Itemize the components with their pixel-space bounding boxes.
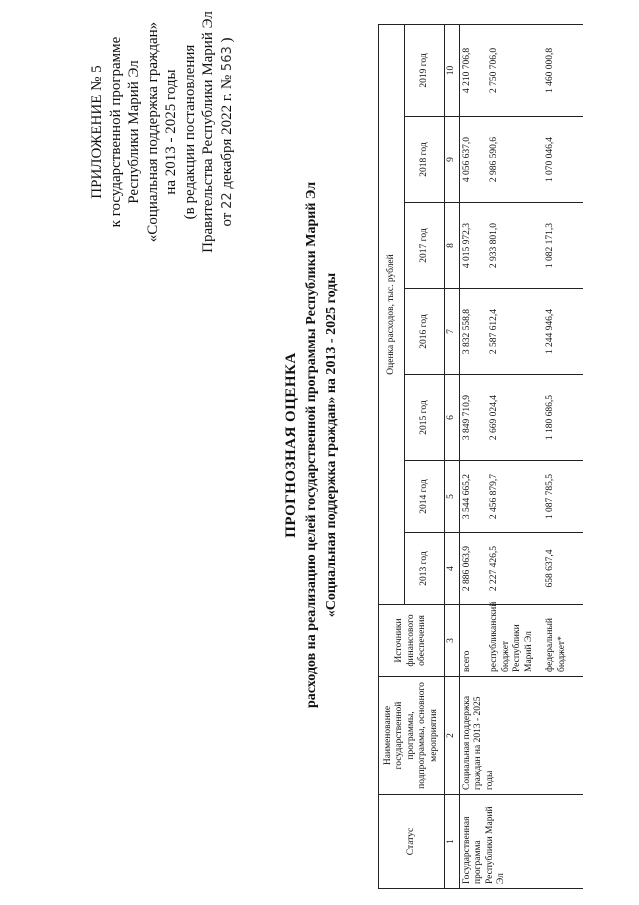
document-subtitle: «Социальная поддержка граждан» на 2013 - 2025 годы: [324, 272, 339, 618]
value-cell: 1 180 686,5: [543, 375, 583, 461]
source-cell: республиканский бюджет Республики Марий Эл: [487, 605, 543, 677]
column-number: 6: [445, 375, 460, 461]
value-cell: 1 244 946,4: [543, 289, 583, 375]
date-close: ): [218, 37, 235, 43]
appendix-line: Правительства Республики Марий Эл: [200, 11, 216, 253]
value-cell: 2 986 590,6: [487, 117, 543, 203]
column-number-row: [445, 24, 460, 888]
header-year: 2019 год: [405, 24, 445, 116]
value-cell: 2 669 024,4: [487, 375, 543, 461]
value-cell: 4 210 706,8: [459, 24, 487, 116]
column-number: 10: [445, 24, 460, 116]
document-subtitle: расходов на реализацию целей государственной программы Республики Марий Эл: [304, 181, 319, 709]
decree-number: 563: [219, 46, 235, 72]
value-cell: 1 070 046,4: [543, 117, 583, 203]
column-number: 1: [445, 795, 460, 889]
value-cell: 4 015 972,3: [459, 203, 487, 289]
program-name-text: Социальная поддержка граждан на 2013 - 2025 годы: [461, 695, 495, 790]
appendix-block: [88, 7, 237, 257]
header-year: 2016 год: [405, 289, 445, 375]
header-year: 2017 год: [405, 203, 445, 289]
table-row: [459, 24, 487, 888]
header-status: Статус: [379, 795, 445, 889]
value-cell: 4 056 637,0: [459, 117, 487, 203]
column-number: 8: [445, 203, 460, 289]
value-cell: 2 227 426,5: [487, 533, 543, 605]
column-number: 7: [445, 289, 460, 375]
header-name: Наименование государственной программы, подпрограммы, основного мероприятия: [379, 677, 445, 795]
expense-estimate-table: [378, 24, 583, 889]
status-text: Государственная программа Республики Марий Эл: [461, 806, 506, 884]
date-day: 22: [219, 192, 235, 209]
value-cell: 658 637,4: [543, 533, 583, 605]
value-cell: 3 849 710,9: [459, 375, 487, 461]
appendix-line: «Социальная поддержка граждан»: [144, 21, 161, 243]
column-number: 4: [445, 533, 460, 605]
header-year: 2018 год: [405, 117, 445, 203]
value-cell: 1 082 171,3: [543, 203, 583, 289]
value-cell: 2 886 063,9: [459, 533, 487, 605]
date-prefix: от: [218, 212, 235, 227]
appendix-line: (в редакции постановления: [181, 44, 198, 220]
appendix-line: к государственной программе: [107, 36, 124, 228]
header-year: 2014 год: [405, 461, 445, 533]
date-month-year: декабря 2022 г. №: [218, 74, 235, 189]
column-number: 3: [445, 605, 460, 677]
value-cell: 2 933 801,0: [487, 203, 543, 289]
header-year: 2015 год: [405, 375, 445, 461]
header-year: 2013 год: [405, 533, 445, 605]
document-heading: [280, 5, 342, 885]
header-estimate: Оценка расходов, тыс. рублей: [379, 24, 405, 604]
appendix-title: ПРИЛОЖЕНИЕ № 5: [89, 65, 105, 199]
value-cell: 3 544 665,2: [459, 461, 487, 533]
appendix-line: на 2013 - 2025 годы: [163, 69, 179, 195]
value-cell: 2 587 612,4: [487, 289, 543, 375]
appendix-line: Республики Марий Эл: [126, 60, 142, 204]
header-source: Источники финансового обеспечения: [379, 605, 445, 677]
value-cell: 3 832 558,8: [459, 289, 487, 375]
document-title: ПРОГНОЗНАЯ ОЦЕНКА: [283, 352, 299, 538]
program-name-cell: [459, 677, 583, 795]
appendix-date-line: [218, 7, 238, 257]
source-cell: федеральный бюджет*: [543, 605, 583, 677]
value-cell: 2 750 706,0: [487, 24, 543, 116]
column-number: 5: [445, 461, 460, 533]
column-number: 9: [445, 117, 460, 203]
value-cell: 1 087 785,5: [543, 461, 583, 533]
column-number: 2: [445, 677, 460, 795]
status-cell: [459, 795, 583, 889]
value-cell: 1 460 000,8: [543, 24, 583, 116]
value-cell: 2 456 879,7: [487, 461, 543, 533]
source-cell: всего: [459, 605, 487, 677]
